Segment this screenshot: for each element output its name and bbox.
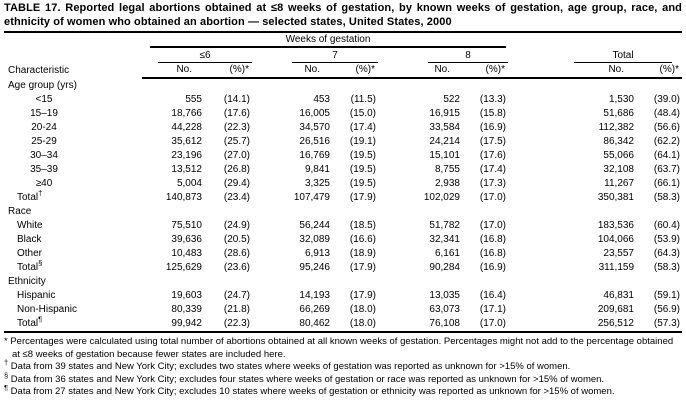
cell-pct: (17.6) xyxy=(479,150,506,161)
row-label: Total† xyxy=(17,188,43,203)
table-row xyxy=(4,135,682,149)
footnote: § Data from 36 states and New York City; excludes four states where weeks of gestation or race was reported as unknown for >15% of women. xyxy=(4,370,605,385)
cell-pct: (19.1) xyxy=(349,136,376,147)
cell-no: 5,004 xyxy=(176,178,202,189)
table-row xyxy=(4,219,682,233)
column-group-label: Total xyxy=(574,50,672,63)
cell-pct: (11.5) xyxy=(350,94,376,105)
section-row xyxy=(4,78,682,93)
cell-pct: (28.6) xyxy=(223,248,250,259)
row-label: Total¶ xyxy=(17,314,43,329)
cell-pct: (14.1) xyxy=(223,94,250,105)
cell-pct: (18.9) xyxy=(349,248,376,259)
footnote-marker-ref: § xyxy=(38,258,43,268)
row-label-cell xyxy=(4,188,142,205)
row-label-cell xyxy=(4,314,142,332)
row-label-cell xyxy=(4,107,142,121)
row-label-cell xyxy=(4,163,142,177)
cell-no: 23,557 xyxy=(603,248,634,259)
cell-pct: (64.3) xyxy=(653,248,680,259)
cell-no: 16,915 xyxy=(429,108,460,119)
cell-pct: (15.8) xyxy=(479,108,506,119)
no-column-header: No. xyxy=(142,63,204,78)
cell-pct: (16.8) xyxy=(479,234,506,245)
cell-no: 55,066 xyxy=(603,150,634,161)
cell-pct: (23.4) xyxy=(223,192,250,203)
no-column-header: No. xyxy=(378,63,462,78)
cell-pct: (16.4) xyxy=(479,290,506,301)
table-row xyxy=(4,149,682,163)
table-row xyxy=(4,289,682,303)
footnote-marker: * xyxy=(4,336,8,347)
row-label-cell xyxy=(4,121,142,135)
cell-pct: (15.0) xyxy=(349,108,376,119)
pct-column-header: (%)* xyxy=(332,63,378,78)
cell-pct: (21.8) xyxy=(223,304,250,315)
table-row xyxy=(4,177,682,191)
row-label: ≥40 xyxy=(35,178,53,189)
cell-no: 32,108 xyxy=(603,164,634,175)
cell-pct: (24.7) xyxy=(223,290,250,301)
column-group-label: 8 xyxy=(428,50,508,63)
cell-no: 1,530 xyxy=(608,94,634,105)
table-row xyxy=(4,247,682,261)
cell-no: 51,782 xyxy=(429,220,460,231)
row-label: 30–34 xyxy=(30,150,58,161)
section-label: Age group (yrs) xyxy=(8,80,77,91)
row-label: <15 xyxy=(35,94,53,105)
column-group xyxy=(508,48,682,63)
cell-pct: (53.9) xyxy=(653,234,680,245)
spanner-spacer xyxy=(508,32,682,48)
footnote: † Data from 39 states and New York City; excludes two states where weeks of gestation was reported as unknown for >15% of women. xyxy=(4,357,571,372)
table-row xyxy=(4,107,682,121)
row-label: 15–19 xyxy=(30,108,58,119)
column-group-label: 7 xyxy=(292,50,378,63)
row-label: 20-24 xyxy=(31,122,57,133)
cell-pct: (20.5) xyxy=(223,234,250,245)
cell-pct: (25.7) xyxy=(223,136,250,147)
cell-pct: (66.1) xyxy=(653,178,680,189)
cell-no: 18,766 xyxy=(171,108,202,119)
cell-no: 99,942 xyxy=(171,318,202,329)
cell-no: 76,108 xyxy=(429,318,460,329)
cell-no: 13,035 xyxy=(429,290,460,301)
cell-no: 32,089 xyxy=(299,234,330,245)
no-column-header: No. xyxy=(252,63,332,78)
cell-pct: (17.4) xyxy=(479,164,506,175)
pct-column-header: (%)* xyxy=(462,63,508,78)
row-label: Black xyxy=(17,234,42,245)
spanner-row xyxy=(4,32,682,48)
cell-no: 23,196 xyxy=(171,150,202,161)
cell-pct: (17.0) xyxy=(479,192,506,203)
table-row xyxy=(4,261,682,275)
cell-no: 102,029 xyxy=(423,192,460,203)
cell-pct: (27.0) xyxy=(223,150,250,161)
cell-no: 3,325 xyxy=(304,178,330,189)
cell-no: 10,483 xyxy=(171,248,202,259)
row-label-cell xyxy=(4,177,142,191)
pct-column-header: (%)* xyxy=(204,63,252,78)
cell-pct: (18.0) xyxy=(349,304,376,315)
table-row xyxy=(4,233,682,247)
cell-no: 8,755 xyxy=(434,164,460,175)
cell-pct: (57.3) xyxy=(653,318,680,329)
cell-pct: (48.4) xyxy=(653,108,680,119)
cell-pct: (56.6) xyxy=(653,122,680,133)
cell-no: 555 xyxy=(185,94,202,105)
cell-no: 140,873 xyxy=(165,192,202,203)
cell-no: 15,101 xyxy=(429,150,460,161)
cell-no: 19,603 xyxy=(171,290,202,301)
section-label: Race xyxy=(8,206,32,217)
cell-pct: (63.7) xyxy=(653,164,680,175)
cell-no: 311,159 xyxy=(598,262,634,273)
cell-pct: (13.3) xyxy=(479,94,506,105)
cell-pct: (16.9) xyxy=(479,262,506,273)
cell-no: 125,629 xyxy=(165,262,202,273)
cell-no: 44,228 xyxy=(171,122,202,133)
row-label-cell xyxy=(4,303,142,317)
cell-pct: (17.0) xyxy=(479,318,506,329)
cell-no: 35,612 xyxy=(171,136,202,147)
section-row xyxy=(4,205,682,219)
cell-no: 46,831 xyxy=(603,290,634,301)
row-label: Other xyxy=(17,248,43,259)
cell-no: 209,681 xyxy=(597,304,634,315)
row-label-cell xyxy=(4,289,142,303)
cell-pct: (60.4) xyxy=(653,220,680,231)
cell-pct: (26.8) xyxy=(223,164,250,175)
cell-pct: (22.3) xyxy=(223,122,250,133)
footnote-marker-ref: † xyxy=(38,188,43,198)
cell-pct: (17.1) xyxy=(479,304,506,315)
footnote-marker: ¶ xyxy=(4,382,9,392)
cell-pct: (23.6) xyxy=(223,262,250,273)
row-label-cell xyxy=(4,258,142,275)
cell-no: 75,510 xyxy=(171,220,202,231)
cell-no: 66,269 xyxy=(299,304,330,315)
cell-no: 63,073 xyxy=(429,304,460,315)
cell-no: 112,382 xyxy=(598,122,634,133)
table-row xyxy=(4,303,682,317)
row-label-cell xyxy=(4,149,142,163)
table-row xyxy=(4,191,682,205)
cell-no: 11,267 xyxy=(604,178,634,189)
section-label: Ethnicity xyxy=(8,276,46,287)
cell-no: 6,913 xyxy=(304,248,330,259)
cell-no: 6,161 xyxy=(434,248,460,259)
weeks-of-gestation-label: Weeks of gestation xyxy=(150,34,506,48)
footnote: * Percentages were calculated using total number of abortions obtained at all known weeks of gestation. Percentages might not add to the percentage obtained at ≤8 weeks of gestation because fewer states are included here. xyxy=(4,336,674,360)
cell-pct: (62.2) xyxy=(653,136,680,147)
footnote-marker: † xyxy=(4,357,9,367)
footnotes xyxy=(4,336,682,399)
cell-pct: (24.9) xyxy=(223,220,250,231)
cell-pct: (58.3) xyxy=(653,192,680,203)
cell-pct: (17.9) xyxy=(349,290,376,301)
row-label: Total§ xyxy=(17,258,43,273)
cell-no: 33,584 xyxy=(429,122,460,133)
cell-pct: (29.4) xyxy=(223,178,250,189)
footnote-marker: § xyxy=(4,370,9,380)
cell-no: 51,686 xyxy=(603,108,634,119)
table-body xyxy=(4,78,682,332)
cell-pct: (19.5) xyxy=(349,164,376,175)
cell-pct: (18.0) xyxy=(349,318,376,329)
cell-pct: (16.8) xyxy=(479,248,506,259)
cell-no: 522 xyxy=(443,94,460,105)
cell-no: 2,938 xyxy=(434,178,460,189)
cell-pct: (16.6) xyxy=(349,234,376,245)
cell-no: 350,381 xyxy=(597,192,634,203)
column-group xyxy=(378,48,508,63)
table-row xyxy=(4,93,682,107)
cell-no: 9,841 xyxy=(304,164,330,175)
cell-no: 90,284 xyxy=(429,262,460,273)
cell-pct: (17.6) xyxy=(223,108,250,119)
column-group xyxy=(142,48,252,63)
cell-no: 453 xyxy=(313,94,330,105)
cell-pct: (19.5) xyxy=(349,178,376,189)
column-group-label: ≤6 xyxy=(158,50,252,63)
table-row xyxy=(4,163,682,177)
row-label-cell xyxy=(4,219,142,233)
table-row xyxy=(4,121,682,135)
row-label-cell xyxy=(4,233,142,247)
cell-pct: (22.3) xyxy=(223,318,250,329)
cell-no: 95,246 xyxy=(299,262,330,273)
cell-pct: (59.1) xyxy=(653,290,680,301)
cell-no: 183,536 xyxy=(597,220,634,231)
row-label-cell xyxy=(4,135,142,149)
no-column-header: No. xyxy=(508,63,636,78)
row-label: White xyxy=(17,220,43,231)
cell-no: 14,193 xyxy=(299,290,330,301)
row-label: 25-29 xyxy=(31,136,57,147)
cell-no: 80,339 xyxy=(171,304,202,315)
cell-no: 86,342 xyxy=(603,136,634,147)
cell-pct: (17.0) xyxy=(479,220,506,231)
cell-no: 26,516 xyxy=(299,136,330,147)
cell-no: 39,636 xyxy=(171,234,202,245)
table-header xyxy=(4,32,682,78)
cell-no: 24,214 xyxy=(429,136,460,147)
cell-pct: (16.9) xyxy=(479,122,506,133)
row-label-cell xyxy=(4,93,142,107)
cell-pct: (18.5) xyxy=(349,220,376,231)
cell-no: 80,462 xyxy=(299,318,330,329)
cell-pct: (64.1) xyxy=(653,150,680,161)
cell-pct: (17.4) xyxy=(349,122,376,133)
cell-pct: (56.9) xyxy=(653,304,680,315)
row-label: Hispanic xyxy=(17,290,56,301)
cell-pct: (19.5) xyxy=(349,150,376,161)
weeks-of-gestation-spanner xyxy=(142,32,508,48)
cell-pct: (17.9) xyxy=(349,262,376,273)
cell-no: 256,512 xyxy=(597,318,634,329)
footnote-marker-ref: ¶ xyxy=(38,314,43,324)
cell-no: 16,769 xyxy=(299,150,330,161)
abortions-table xyxy=(4,31,682,333)
cell-pct: (58.3) xyxy=(653,262,680,273)
section-row xyxy=(4,275,682,289)
table-title: TABLE 17. Reported legal abortions obtained at ≤8 weeks of gestation, by known weeks of gestation, age group, race, and ethnicity of women who obtained an abortion — selected states, United States, 2000 xyxy=(4,2,682,28)
pct-column-header: (%)* xyxy=(636,63,682,78)
footnote: ¶ Data from 27 states and New York City; excludes 10 states where weeks of gestation or ethnicity was reported as unknown for >15% of women. xyxy=(4,382,615,397)
column-group xyxy=(252,48,378,63)
row-label-cell xyxy=(4,247,142,261)
characteristic-header: Characteristic xyxy=(8,65,70,76)
cell-no: 13,512 xyxy=(171,164,202,175)
cell-no: 107,479 xyxy=(293,192,330,203)
cell-pct: (17.3) xyxy=(479,178,506,189)
cell-no: 104,066 xyxy=(597,234,634,245)
cell-no: 32,341 xyxy=(429,234,460,245)
cell-pct: (17.5) xyxy=(479,136,506,147)
cell-pct: (17.9) xyxy=(349,192,376,203)
cell-pct: (39.0) xyxy=(653,94,680,105)
row-label: Non-Hispanic xyxy=(17,304,78,315)
table-row xyxy=(4,317,682,332)
cell-no: 16,005 xyxy=(299,108,330,119)
cell-no: 56,244 xyxy=(299,220,330,231)
row-label: 35–39 xyxy=(30,164,58,175)
cell-no: 34,570 xyxy=(299,122,330,133)
